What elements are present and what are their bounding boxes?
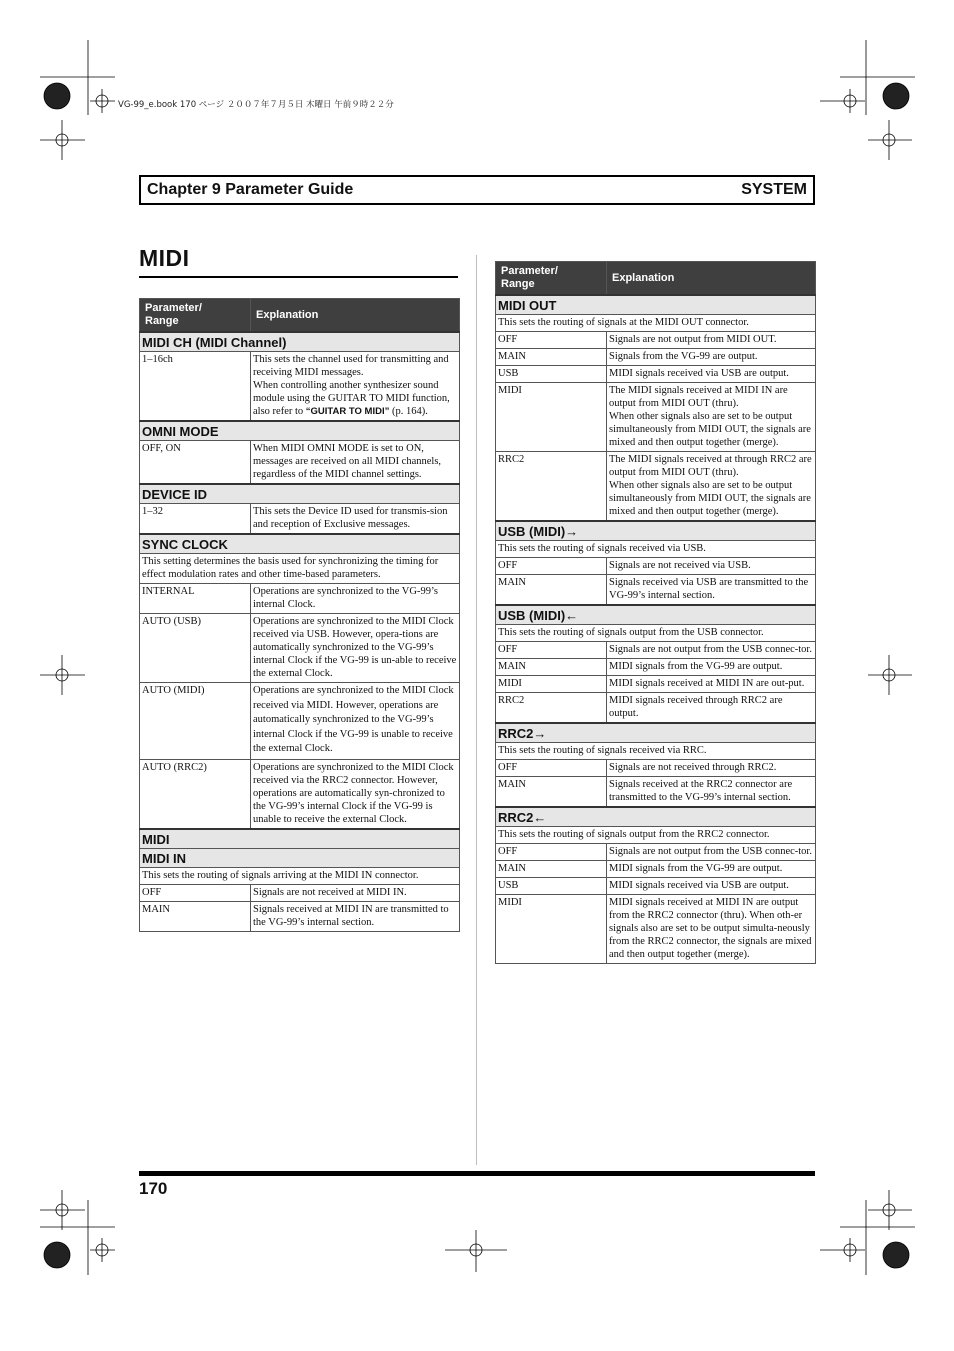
param-title-midi-ch: MIDI CH (MIDI Channel) [140,332,460,352]
parameter-table-left [139,298,460,932]
table-row [496,332,816,349]
row-value: OFF [496,558,607,575]
table-row [496,558,816,575]
row-value: MAIN [496,861,607,878]
param-description: This sets the routing of signals received via RRC. [496,743,816,760]
section-title: MIDI [139,245,190,271]
header-param: Parameter/ Range [140,299,251,333]
table-row [496,878,816,895]
param-description: This sets the routing of signals output from the RRC2 connector. [496,827,816,844]
row-value: OFF, ON [140,441,251,485]
row-value: OFF [496,844,607,861]
column-divider [476,255,477,1165]
chapter-section: SYSTEM [741,181,807,198]
row-value: OFF [140,884,251,901]
chapter-title: Chapter 9 Parameter Guide [147,181,354,198]
table-row [140,584,460,614]
table-row [496,693,816,724]
row-value: USB [496,366,607,383]
header-param: Parameter/ Range [496,262,607,296]
row-text: This sets the channel used for transmitting and receiving MIDI messages. When controlling another synthesizer sound module using the GUITAR TO MIDI function, also refer to [253,354,450,417]
row-value: AUTO (MIDI) [140,683,251,760]
row-explanation: Operations are synchronized to the MIDI Clock received via the RRC2 connector. However, operations are automatically syn-chronized to the VG-99’s internal Clock if the VG-99 is unable to receive the external Clock. [251,759,460,829]
table-row [140,683,460,760]
row-explanation: MIDI signals from the VG-99 are output. [607,659,816,676]
row-value: MAIN [140,901,251,931]
row-explanation: Signals received at MIDI IN are transmitted to the VG-99’s internal section. [251,901,460,931]
row-explanation: MIDI signals received through RRC2 are output. [607,693,816,724]
row-explanation [251,352,460,422]
row-explanation: This sets the Device ID used for transmis-sion and reception of Exclusive messages. [251,504,460,535]
row-explanation: Signals are not output from the USB connec-tor. [607,642,816,659]
table-row [140,759,460,829]
row-value: MAIN [496,575,607,606]
table-row [496,844,816,861]
param-title-rrc2-in: RRC2→ [496,723,816,743]
param-title-sync-clock: SYNC CLOCK [140,534,460,554]
row-value: RRC2 [496,452,607,522]
row-explanation: The MIDI signals received at through RRC2 are output from MIDI OUT (thru). When other signals also are set to be output simultaneously from MIDI OUT, the signals are mixed and then output together (merge). [607,452,816,522]
row-explanation: MIDI signals received at MIDI IN are output from the RRC2 connector (thru). When oth-er signals also are set to be output simulta-neously from the RRC2 connector, the signals are mixed and then output together (merge). [607,895,816,964]
param-title-midi-out: MIDI OUT [496,295,816,315]
row-value: AUTO (RRC2) [140,759,251,829]
footer-rule [139,1171,815,1176]
table-row [496,659,816,676]
row-explanation: Signals from the VG-99 are output. [607,349,816,366]
row-value: MIDI [496,895,607,964]
param-title-usb-midi-in: USB (MIDI)→ [496,521,816,541]
row-value: OFF [496,332,607,349]
param-title-midi-in: MIDI IN [140,848,460,867]
row-value: 1–16ch [140,352,251,422]
page-number: 170 [139,1179,168,1198]
row-explanation: MIDI signals received via USB are output. [607,366,816,383]
row-explanation: Signals are not received through RRC2. [607,760,816,777]
table-header [140,299,460,333]
param-description: This sets the routing of signals received via USB. [496,541,816,558]
cross-reference: “GUITAR TO MIDI” [305,406,390,417]
chapter-header [139,175,815,205]
row-explanation: When MIDI OMNI MODE is set to ON, messages are received on all MIDI channels, regardless of the MIDI channel settings. [251,441,460,485]
param-description: This setting determines the basis used for synchronizing the timing for effect modulation rates and other time-based parameters. [140,554,460,584]
header-explanation: Explanation [607,262,816,296]
row-explanation: MIDI signals received at MIDI IN are out-put. [607,676,816,693]
row-explanation: Operations are synchronized to the MIDI Clock received via USB. However, opera-tions are automatically synchronized to the VG-99’s internal Clock if the VG-99 is un-able to receive the external Clock. [251,614,460,683]
table-row [140,352,460,422]
header-explanation: Explanation [251,299,460,333]
row-explanation: MIDI signals received via USB are output. [607,878,816,895]
table-row [140,901,460,931]
table-row [140,504,460,535]
param-title-device-id: DEVICE ID [140,484,460,504]
table-row [496,895,816,964]
row-explanation: Signals received at the RRC2 connector are transmitted to the VG-99’s internal section. [607,777,816,808]
row-value: RRC2 [496,693,607,724]
param-title-omni-mode: OMNI MODE [140,421,460,441]
row-text-tail: (p. 164). [389,406,428,417]
row-explanation: Signals are not output from the USB connec-tor. [607,844,816,861]
row-value: MIDI [496,383,607,452]
row-value: INTERNAL [140,584,251,614]
row-value: USB [496,878,607,895]
param-title-midi: MIDI [140,829,460,849]
row-explanation: MIDI signals from the VG-99 are output. [607,861,816,878]
table-row [140,614,460,683]
row-explanation: Signals received via USB are transmitted to the VG-99’s internal section. [607,575,816,606]
param-description: This sets the routing of signals at the MIDI OUT connector. [496,315,816,332]
row-explanation: Operations are synchronized to the VG-99’s internal Clock. [251,584,460,614]
table-row [496,452,816,522]
row-value: 1–32 [140,504,251,535]
table-row [496,777,816,808]
table-row [496,575,816,606]
table-row [496,642,816,659]
row-explanation: Operations are synchronized to the MIDI Clock received via MIDI. However, operations are automatically synchronized to the VG-99’s internal Clock if the VG-99 is unable to receive the external Clock. [251,683,460,760]
row-value: OFF [496,642,607,659]
table-row [496,760,816,777]
row-value: MAIN [496,659,607,676]
row-explanation: Signals are not received at MIDI IN. [251,884,460,901]
section-rule [139,276,458,278]
row-explanation: Signals are not received via USB. [607,558,816,575]
param-description: This sets the routing of signals output from the USB connector. [496,625,816,642]
row-value: MAIN [496,777,607,808]
table-row [496,383,816,452]
row-explanation: The MIDI signals received at MIDI IN are output from MIDI OUT (thru). When other signals also are set to be output simultaneously from MIDI OUT, the signals are mixed and then output together (merge). [607,383,816,452]
row-value: MAIN [496,349,607,366]
table-row [496,366,816,383]
row-value: MIDI [496,676,607,693]
param-description: This sets the routing of signals arriving at the MIDI IN connector. [140,867,460,884]
row-value: OFF [496,760,607,777]
table-row [140,884,460,901]
parameter-table-right [495,261,816,964]
table-row [496,349,816,366]
row-explanation: Signals are not output from MIDI OUT. [607,332,816,349]
param-title-usb-midi-out: USB (MIDI)← [496,605,816,625]
print-header: VG-99_e.book 170 ページ ２００７年７月５日 木曜日 午前９時２２分 [118,100,394,110]
table-row [496,861,816,878]
table-header [496,262,816,296]
row-value: AUTO (USB) [140,614,251,683]
table-row [140,441,460,485]
param-title-rrc2-out: RRC2← [496,807,816,827]
table-row [496,676,816,693]
